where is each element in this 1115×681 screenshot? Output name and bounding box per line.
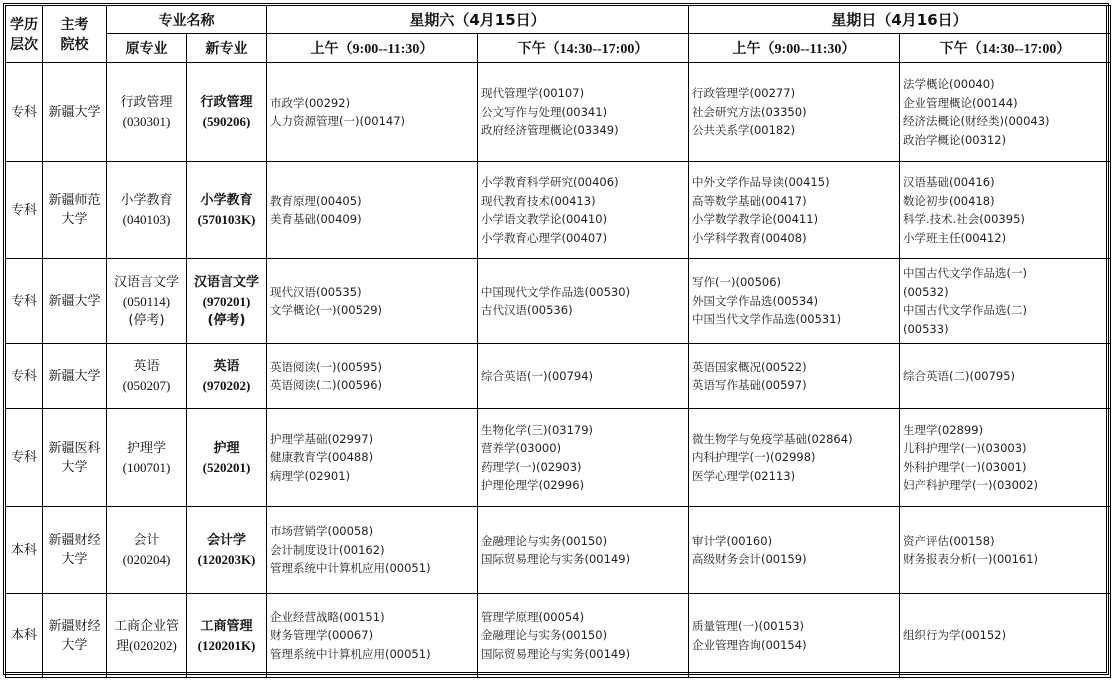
major-name: 小学教育 <box>120 193 173 208</box>
subject-item: 国际贸易理论与实务(00149) <box>481 552 631 566</box>
school-line: 大学 <box>61 212 88 227</box>
subject-item: 中国当代文学作品选(00531) <box>692 312 842 327</box>
level-text: 专科 <box>10 293 37 309</box>
header-old-major: 原专业 <box>107 34 187 63</box>
major-code: (120201K) <box>197 637 256 653</box>
new-major-cell <box>187 259 267 344</box>
school-line: 新疆财经 <box>48 618 101 634</box>
header-major-group: 专业名称 <box>107 6 267 34</box>
header-sat-am <box>267 34 478 63</box>
header-level <box>6 6 43 63</box>
subject-item: 营养学(03000) <box>481 441 562 455</box>
major-code: (050114) <box>122 293 171 309</box>
subject-item: 公文写作与处理(00341) <box>481 104 608 119</box>
table-row <box>6 409 1111 507</box>
school-line: 新疆财经 <box>48 533 101 548</box>
table-row <box>6 63 1111 162</box>
subject-item: 企业管理咨询(00154) <box>692 637 807 652</box>
major-name: 会计 <box>133 533 160 548</box>
subject-item: 综合英语(二)(00795) <box>903 368 1016 383</box>
subject-item: 高等数学基础(00417) <box>692 193 807 208</box>
level-cell <box>6 409 43 507</box>
subject-item: 管理系统中计算机应用(00051) <box>270 646 431 661</box>
header-level-line: 学历 <box>10 17 38 33</box>
level-text: 专科 <box>10 368 37 384</box>
subject-item: 高级财务会计(00159) <box>692 552 807 566</box>
sat-am-subjects-cell <box>267 344 478 409</box>
subject-item: 英语写作基础(00597) <box>692 378 807 392</box>
subject-item: 现代教育技术(00413) <box>481 193 596 208</box>
major-code: (520201) <box>202 459 251 475</box>
subject-item: 儿科护理学(一)(03003) <box>903 441 1027 455</box>
header-sat-pm <box>478 34 689 63</box>
subject-item: 病理学(02901) <box>270 468 351 483</box>
subject-item: 小学语文教学论(00410) <box>481 212 608 226</box>
header-sun-pm <box>900 34 1111 63</box>
old-major-cell <box>107 594 187 678</box>
header-level-line: 层次 <box>10 37 38 53</box>
new-major-cell <box>187 594 267 678</box>
subject-item: 管理系统中计算机应用(00051) <box>270 561 431 576</box>
level-cell <box>6 162 43 259</box>
subject-item: 医学心理学(02113) <box>692 468 796 483</box>
old-major-cell <box>107 507 187 594</box>
level-text: 专科 <box>10 202 37 218</box>
schedule-body <box>6 63 1111 678</box>
major-name: 英语 <box>133 359 160 374</box>
sat-pm-subjects-cell <box>478 409 689 507</box>
subject-item: 现代汉语(00535) <box>270 284 362 299</box>
header-school <box>43 6 107 63</box>
major-code: 理(020202) <box>116 637 177 653</box>
level-text: 专科 <box>10 104 37 120</box>
major-name: 工商企业管 <box>113 618 179 634</box>
subject-item: 中外文学作品导读(00415) <box>692 175 830 189</box>
header-day-saturday: 星期六（4月15日） <box>267 6 689 34</box>
session-time: （9:00--11:30） <box>760 42 856 57</box>
subject-item: (00532) <box>903 284 949 299</box>
subject-item: 小学教育科学研究(00406) <box>481 175 619 189</box>
major-code: (040103) <box>122 212 171 227</box>
subject-item: 人力资源管理(一)(00147) <box>270 114 406 128</box>
session-time: （14:30--17:00） <box>545 42 649 57</box>
subject-item: 科学.技术.社会(00395) <box>903 212 1025 226</box>
major-note: (停考) <box>207 312 246 328</box>
school-line: 新疆大学 <box>48 293 101 309</box>
subject-item: 政治学概论(00312) <box>903 132 1007 147</box>
major-code: (100701) <box>122 459 171 475</box>
header-sun-am <box>689 34 900 63</box>
major-code: (970202) <box>202 378 251 393</box>
level-text: 本科 <box>10 542 37 558</box>
level-text: 本科 <box>10 628 37 643</box>
exam-schedule-table <box>5 5 1111 678</box>
subject-item: 教育原理(00405) <box>270 193 362 208</box>
level-cell <box>6 259 43 344</box>
new-major-cell <box>187 344 267 409</box>
subject-item: 市政学(00292) <box>270 95 351 110</box>
subject-item: 文学概论(一)(00529) <box>270 303 383 317</box>
major-code: (970201) <box>202 293 251 309</box>
subject-item: 英语阅读(二)(00596) <box>270 378 383 392</box>
subject-item: 数论初步(00418) <box>903 193 995 208</box>
subject-item: 财务报表分析(一)(00161) <box>903 552 1039 566</box>
level-cell <box>6 507 43 594</box>
subject-item: 资产评估(00158) <box>903 533 995 548</box>
major-name: 英语 <box>213 359 240 374</box>
new-major-cell <box>187 63 267 162</box>
old-major-cell <box>107 259 187 344</box>
header-school-line: 主考 <box>60 17 89 33</box>
subject-item: 小学科学教育(00408) <box>692 230 807 245</box>
session-name: 上午 <box>732 41 761 57</box>
subject-item: 护理伦理学(02996) <box>481 478 585 492</box>
subject-item: 会计制度设计(00162) <box>270 542 385 557</box>
school-cell <box>43 594 107 678</box>
subject-item: 管理学原理(00054) <box>481 609 585 624</box>
subject-item: 金融理论与实务(00150) <box>481 628 608 643</box>
major-note: (停考) <box>128 312 165 328</box>
major-code: (590206) <box>202 114 251 129</box>
sun-am-subjects-cell <box>689 507 900 594</box>
new-major-cell <box>187 409 267 507</box>
subject-item: 公共关系学(00182) <box>692 123 796 138</box>
sun-am-subjects-cell <box>689 594 900 678</box>
sat-pm-subjects-cell <box>478 344 689 409</box>
subject-item: 汉语基础(00416) <box>903 175 995 189</box>
sat-am-subjects-cell <box>267 162 478 259</box>
subject-item: 美育基础(00409) <box>270 212 362 226</box>
subject-item: 行政管理学(00277) <box>692 86 796 101</box>
subject-item: 微生物学与免疫学基础(02864) <box>692 431 853 446</box>
major-name: 会计学 <box>206 533 246 548</box>
subject-item: 财务管理学(00067) <box>270 628 374 643</box>
school-line: 大学 <box>61 459 88 475</box>
subject-item: 企业经营战略(00151) <box>270 609 385 624</box>
session-name: 下午 <box>517 41 546 57</box>
sun-am-subjects-cell <box>689 162 900 259</box>
subject-item: 生理学(02899) <box>903 422 984 437</box>
major-name: 行政管理 <box>200 95 253 110</box>
subject-item: 生物化学(三)(03179) <box>481 422 594 437</box>
major-name: 小学教育 <box>200 193 253 208</box>
subject-item: 妇产科护理学(一)(03002) <box>903 478 1039 492</box>
subject-item: (00533) <box>903 321 949 336</box>
sun-pm-subjects-cell <box>900 409 1111 507</box>
major-code: (030301) <box>122 114 171 129</box>
table-row <box>6 594 1111 678</box>
school-line: 大学 <box>61 637 88 653</box>
subject-item: 英语国家概况(00522) <box>692 359 807 374</box>
subject-item: 小学班主任(00412) <box>903 230 1007 245</box>
school-line: 新疆医科 <box>48 440 101 456</box>
table-row <box>6 259 1111 344</box>
subject-item: 药理学(一)(02903) <box>481 459 582 474</box>
level-cell <box>6 63 43 162</box>
school-cell <box>43 259 107 344</box>
subject-item: 内科护理学(一)(02998) <box>692 450 816 465</box>
subject-item: 法学概论(00040) <box>903 77 995 91</box>
table-row <box>6 162 1111 259</box>
major-name: 汉语言文学 <box>193 274 259 290</box>
subject-item: 现代管理学(00107) <box>481 86 585 101</box>
sun-pm-subjects-cell <box>900 594 1111 678</box>
new-major-cell <box>187 162 267 259</box>
sat-pm-subjects-cell <box>478 63 689 162</box>
new-major-cell <box>187 507 267 594</box>
table-row <box>6 344 1111 409</box>
subject-item: 综合英语(一)(00794) <box>481 368 594 383</box>
session-time: （14:30--17:00） <box>967 42 1071 57</box>
school-cell <box>43 344 107 409</box>
major-name: 护理 <box>213 440 240 456</box>
major-name: 护理学 <box>126 440 166 456</box>
subject-item: 外科护理学(一)(03001) <box>903 459 1027 474</box>
subject-item: 健康教育学(00488) <box>270 450 374 465</box>
subject-item: 中国古代文学作品选(一) <box>903 266 1027 280</box>
subject-item: 国际贸易理论与实务(00149) <box>481 646 631 661</box>
major-name: 工商管理 <box>200 618 253 634</box>
level-cell <box>6 344 43 409</box>
sat-am-subjects-cell <box>267 409 478 507</box>
header-new-major: 新专业 <box>187 34 267 63</box>
old-major-cell <box>107 344 187 409</box>
subject-item: 写作(一)(00506) <box>692 275 782 290</box>
school-cell <box>43 409 107 507</box>
subject-item: 英语阅读(一)(00595) <box>270 359 383 374</box>
major-name: 汉语言文学 <box>113 274 179 290</box>
sat-am-subjects-cell <box>267 594 478 678</box>
session-time: （9:00--11:30） <box>338 42 434 57</box>
sun-pm-subjects-cell <box>900 162 1111 259</box>
subject-item: 中国古代文学作品选(二) <box>903 303 1027 317</box>
major-name: 行政管理 <box>120 95 173 110</box>
major-code: (120203K) <box>197 552 256 567</box>
subject-item: 审计学(00160) <box>692 533 773 548</box>
school-line: 大学 <box>61 552 88 567</box>
sun-am-subjects-cell <box>689 63 900 162</box>
level-cell <box>6 594 43 678</box>
header-school-line: 院校 <box>60 37 89 53</box>
table-row <box>6 507 1111 594</box>
school-line: 新疆师范 <box>48 193 101 208</box>
session-name: 上午 <box>310 41 339 57</box>
school-cell <box>43 507 107 594</box>
sat-pm-subjects-cell <box>478 162 689 259</box>
subject-item: 社会研究方法(03350) <box>692 104 807 119</box>
old-major-cell <box>107 162 187 259</box>
sat-am-subjects-cell <box>267 507 478 594</box>
subject-item: 市场营销学(00058) <box>270 524 374 539</box>
header-day-sunday: 星期日（4月16日） <box>689 6 1111 34</box>
subject-item: 外国文学作品选(00534) <box>692 293 819 308</box>
session-name: 下午 <box>939 41 968 57</box>
level-text: 专科 <box>10 450 37 465</box>
subject-item: 企业管理概论(00144) <box>903 95 1018 110</box>
subject-item: 质量管理(一)(00153) <box>692 619 805 633</box>
old-major-cell <box>107 63 187 162</box>
sat-pm-subjects-cell <box>478 594 689 678</box>
sat-am-subjects-cell <box>267 63 478 162</box>
sat-pm-subjects-cell <box>478 259 689 344</box>
sun-pm-subjects-cell <box>900 259 1111 344</box>
major-code: (020204) <box>122 552 171 567</box>
subject-item: 护理学基础(02997) <box>270 431 374 446</box>
sat-pm-subjects-cell <box>478 507 689 594</box>
sat-am-subjects-cell <box>267 259 478 344</box>
sun-pm-subjects-cell <box>900 507 1111 594</box>
major-code: (570103K) <box>197 212 256 227</box>
subject-item: 金融理论与实务(00150) <box>481 533 608 548</box>
school-line: 新疆大学 <box>48 368 101 384</box>
major-code: (050207) <box>122 378 171 393</box>
subject-item: 政府经济管理概论(03349) <box>481 123 619 138</box>
subject-item: 古代汉语(00536) <box>481 303 573 317</box>
sun-pm-subjects-cell <box>900 344 1111 409</box>
subject-item: 经济法概论(财经类)(00043) <box>903 114 1050 128</box>
subject-item: 小学数学教学论(00411) <box>692 212 819 226</box>
school-line: 新疆大学 <box>48 104 101 120</box>
subject-item: 中国现代文学作品选(00530) <box>481 284 631 299</box>
subject-item: 小学教育心理学(00407) <box>481 230 608 245</box>
school-cell <box>43 162 107 259</box>
school-cell <box>43 63 107 162</box>
sun-am-subjects-cell <box>689 344 900 409</box>
sun-am-subjects-cell <box>689 409 900 507</box>
sun-am-subjects-cell <box>689 259 900 344</box>
old-major-cell <box>107 409 187 507</box>
subject-item: 组织行为学(00152) <box>903 628 1007 643</box>
sun-pm-subjects-cell <box>900 63 1111 162</box>
